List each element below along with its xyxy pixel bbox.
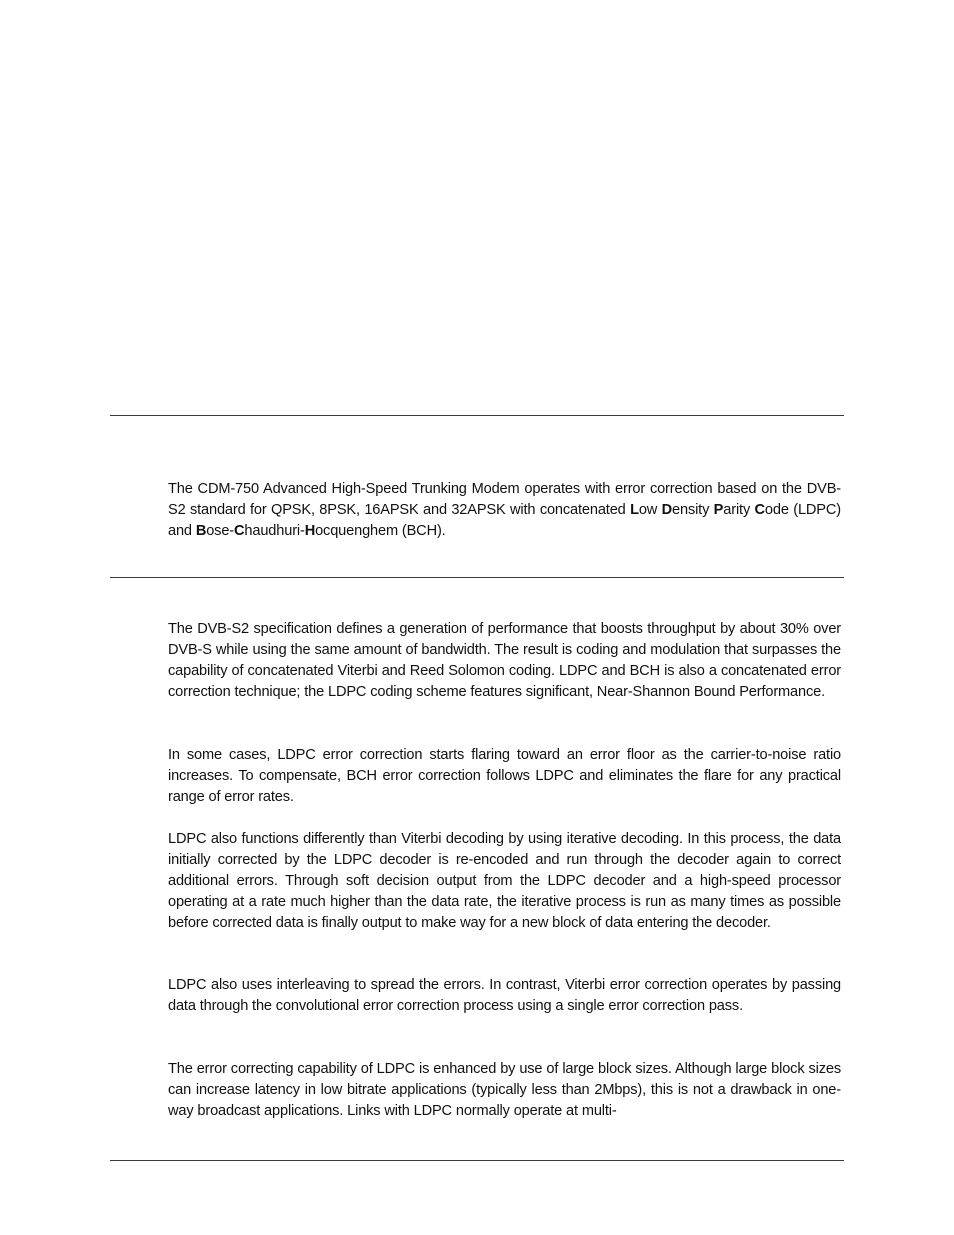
section-divider-top <box>110 415 844 416</box>
footer-divider <box>110 1160 844 1161</box>
body-paragraph-4: LDPC also uses interleaving to spread the errors. In contrast, Viterbi error correction operates by passing data through the convolutional error correction process using a single error correction pass. <box>168 977 841 1014</box>
body-paragraph-3: LDPC also functions differently than Viterbi decoding by using iterative decoding. In this process, the data initially corrected by the LDPC decoder is re-encoded and run through the decoder again to correct additional errors. Through soft decision output from the LDPC decoder and a high-speed processor operating at a rate much higher than the data rate, the iterative process is run as many times as possible before corrected data is finally output to make way for a new block of data entering the decoder. <box>168 831 841 931</box>
body-paragraph-2: In some cases, LDPC error correction starts flaring toward an error floor as the carrier-to-noise ratio increases. To compensate, BCH error correction follows LDPC and eliminates the flare for any practical range of error rates. <box>168 747 841 805</box>
body-paragraph-5: The error correcting capability of LDPC is enhanced by use of large block sizes. Although large block sizes can increase latency in low bitrate applications (typically less than 2Mbps), this is not a drawback in one-way broadcast applications. Links with LDPC normally operate at multi- <box>168 1061 841 1119</box>
body-paragraph-1: The DVB-S2 specification defines a generation of performance that boosts throughput by about 30% over DVB-S while using the same amount of bandwidth. The result is coding and modulation that surpasses the capability of concatenated Viterbi and Reed Solomon coding. LDPC and BCH is also a concatenated error correction technique; the LDPC coding scheme features significant, Near-Shannon Bound Performance. <box>168 621 841 700</box>
intro-paragraph: The CDM-750 Advanced High-Speed Trunking Modem operates with error correction based on the DVB-S2 standard for QPSK, 8PSK, 16APSK and 32APSK with concatenated Low Density Parity Code (LDPC) and Bose-Chaudhuri-Hocquenghem (BCH). <box>168 481 841 539</box>
section-divider-middle <box>110 577 844 578</box>
